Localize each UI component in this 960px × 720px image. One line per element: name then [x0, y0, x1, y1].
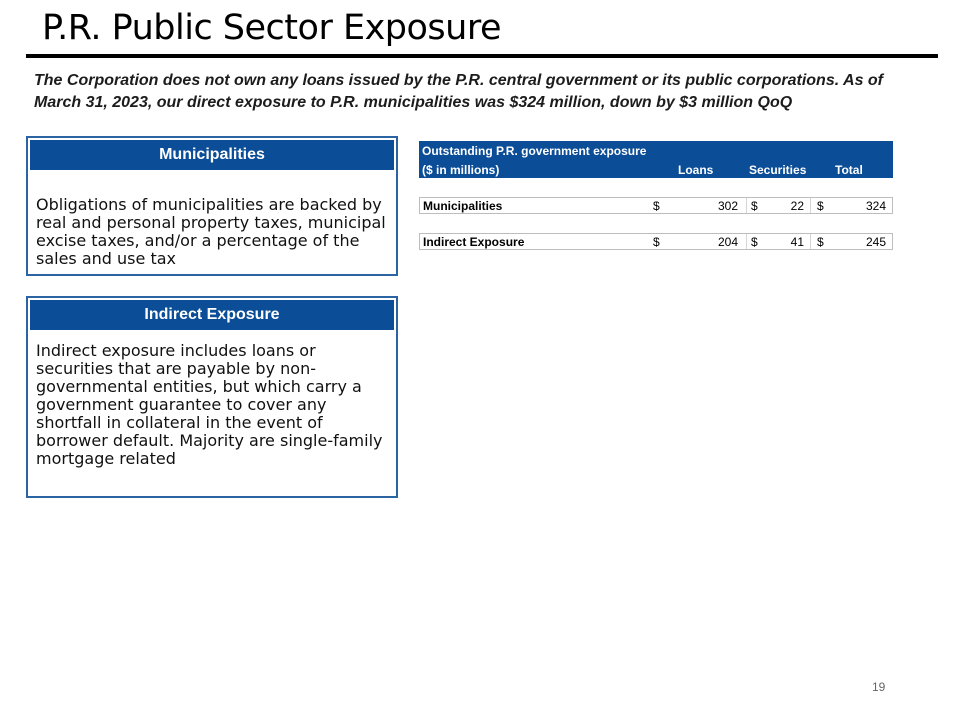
securities-value: 41	[790, 235, 804, 249]
currency-symbol: $	[751, 235, 758, 249]
table-units: ($ in millions)	[422, 163, 500, 177]
currency-symbol: $	[817, 199, 824, 213]
loans-value: 204	[717, 235, 738, 249]
row-label: Municipalities	[423, 199, 503, 213]
indirect-exposure-heading: Indirect Exposure	[30, 300, 394, 330]
row-label: Indirect Exposure	[423, 235, 525, 249]
total-value: 245	[865, 235, 886, 249]
loans-value: 302	[717, 199, 738, 213]
total-value: 324	[865, 199, 886, 213]
indirect-exposure-description: Indirect exposure includes loans or securities that are payable by non-governmental entities, but which carry a government guarantee to cover any shortfall in collateral in the event of borrower default. Majority are single-family mortgage related	[36, 341, 383, 468]
table-row	[419, 233, 893, 250]
currency-symbol: $	[751, 199, 758, 213]
municipalities-heading: Municipalities	[30, 140, 394, 170]
page-title: P.R. Public Sector Exposure	[42, 8, 501, 48]
column-header-total: Total	[835, 163, 863, 177]
exposure-table	[419, 141, 893, 250]
page-number: 19	[872, 680, 886, 694]
municipalities-description: Obligations of municipalities are backed by real and personal property taxes, municipal excise taxes, and/or a percentage of the sales and use tax	[36, 195, 386, 268]
column-header-loans: Loans	[678, 163, 714, 177]
title-divider	[26, 54, 938, 58]
table-header	[419, 141, 893, 178]
currency-symbol: $	[653, 235, 660, 249]
indirect-exposure-box	[26, 296, 398, 498]
table-row	[419, 197, 893, 214]
column-header-securities: Securities	[749, 163, 807, 177]
table-title: Outstanding P.R. government exposure	[422, 144, 647, 158]
municipalities-box	[26, 136, 398, 276]
currency-symbol: $	[653, 199, 660, 213]
securities-value: 22	[790, 199, 804, 213]
currency-symbol: $	[817, 235, 824, 249]
summary-text: The Corporation does not own any loans issued by the P.R. central government or its public corporations. As of March 31, 2023, our direct exposure to P.R. municipalities was $324 million, down by $3 million QoQ	[34, 72, 884, 111]
